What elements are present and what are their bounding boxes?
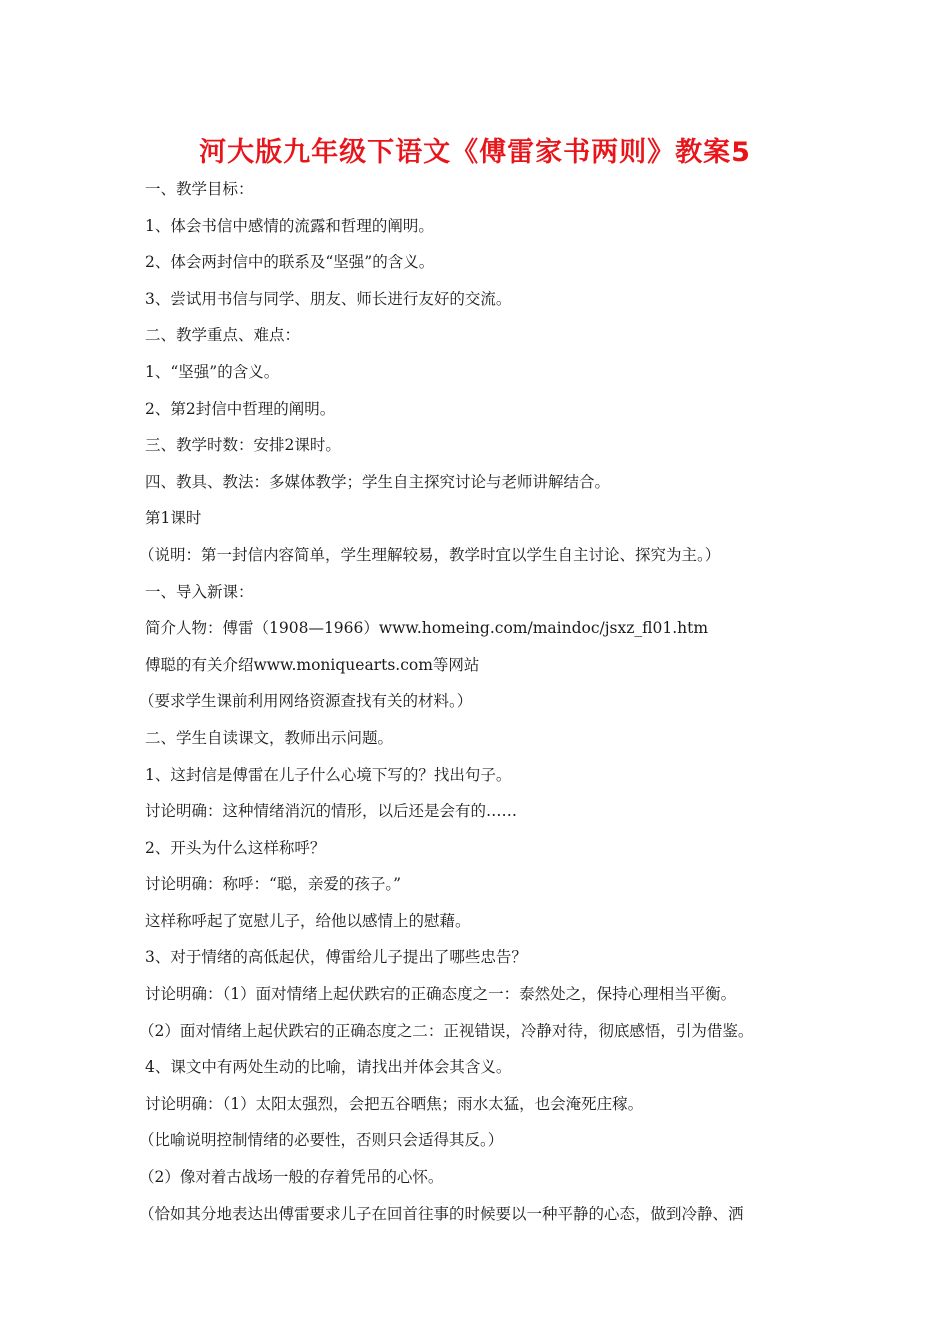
- paragraph-line: 1、“坚强”的含义。: [145, 362, 280, 381]
- lesson-heading: 第1课时: [145, 509, 202, 528]
- document-title: 河大版九年级下语文《傅雷家书两则》教案5: [199, 137, 751, 168]
- section-heading: 二、学生自读课文，教师出示问题。: [145, 728, 394, 747]
- paragraph-line: 傅聪的有关介绍www.moniquearts.com等网站: [145, 655, 480, 674]
- paragraph-line: 这样称呼起了宽慰儿子，给他以感情上的慰藉。: [145, 911, 471, 930]
- paragraph-line: 讨论明确：（1）太阳太强烈，会把五谷晒焦；雨水太猛，也会淹死庄稼。: [145, 1094, 644, 1113]
- section-heading: 一、导入新课：: [145, 582, 254, 601]
- paragraph-line: （比喻说明控制情绪的必要性，否则只会适得其反。）: [139, 1131, 504, 1150]
- paragraph-line: 讨论明确：（1）面对情绪上起伏跌宕的正确态度之一：泰然处之，保持心理相当平衡。: [145, 985, 737, 1004]
- paragraph-line: 1、体会书信中感情的流露和哲理的阐明。: [145, 216, 434, 235]
- section-heading: 四、教具、教法：多媒体教学；学生自主探究讨论与老师讲解结合。: [145, 472, 611, 491]
- paragraph-line: 4、课文中有两处生动的比喻，请找出并体会其含义。: [145, 1058, 512, 1077]
- paragraph-line: 3、尝试用书信与同学、朋友、师长进行友好的交流。: [145, 289, 512, 308]
- paragraph-line: 简介人物：傅雷（1908—1966）www.homeing.com/maindoc/jsxz_fl01.htm: [145, 619, 709, 638]
- paragraph-line: 2、第2封信中哲理的阐明。: [145, 399, 336, 418]
- paragraph-line: （2）像对着古战场一般的存着凭吊的心怀。: [139, 1168, 444, 1187]
- paragraph-line: 讨论明确：这种情绪消沉的情形，以后还是会有的……: [145, 802, 518, 821]
- paragraph-line: 3、对于情绪的高低起伏，傅雷给儿子提出了哪些忠告？: [145, 948, 527, 967]
- paragraph-line: 讨论明确：称呼：“聪，亲爱的孩子。”: [145, 875, 402, 894]
- paragraph-line: 1、这封信是傅雷在儿子什么心境下写的？找出句子。: [145, 765, 512, 784]
- document-body: [139, 178, 825, 1239]
- paragraph-line: （2）面对情绪上起伏跌宕的正确态度之二：正视错误，冷静对待，彻底感悟，引为借鉴。: [139, 1021, 754, 1040]
- paragraph-line: 2、体会两封信中的联系及“坚强”的含义。: [145, 253, 435, 272]
- section-heading: 三、教学时数：安排2课时。: [145, 436, 341, 455]
- paragraph-line: 2、开头为什么这样称呼？: [145, 838, 326, 857]
- paragraph-line: （要求学生课前利用网络资源查找有关的材料。）: [139, 692, 473, 711]
- section-heading: 二、教学重点、难点：: [145, 326, 301, 345]
- paragraph-line: （说明：第一封信内容简单，学生理解较易，教学时宜以学生自主讨论、探究为主。）: [139, 545, 721, 564]
- section-heading: 一、教学目标：: [145, 180, 254, 198]
- paragraph-line: （恰如其分地表达出傅雷要求儿子在回首往事的时候要以一种平静的心态，做到冷静、洒: [139, 1204, 744, 1223]
